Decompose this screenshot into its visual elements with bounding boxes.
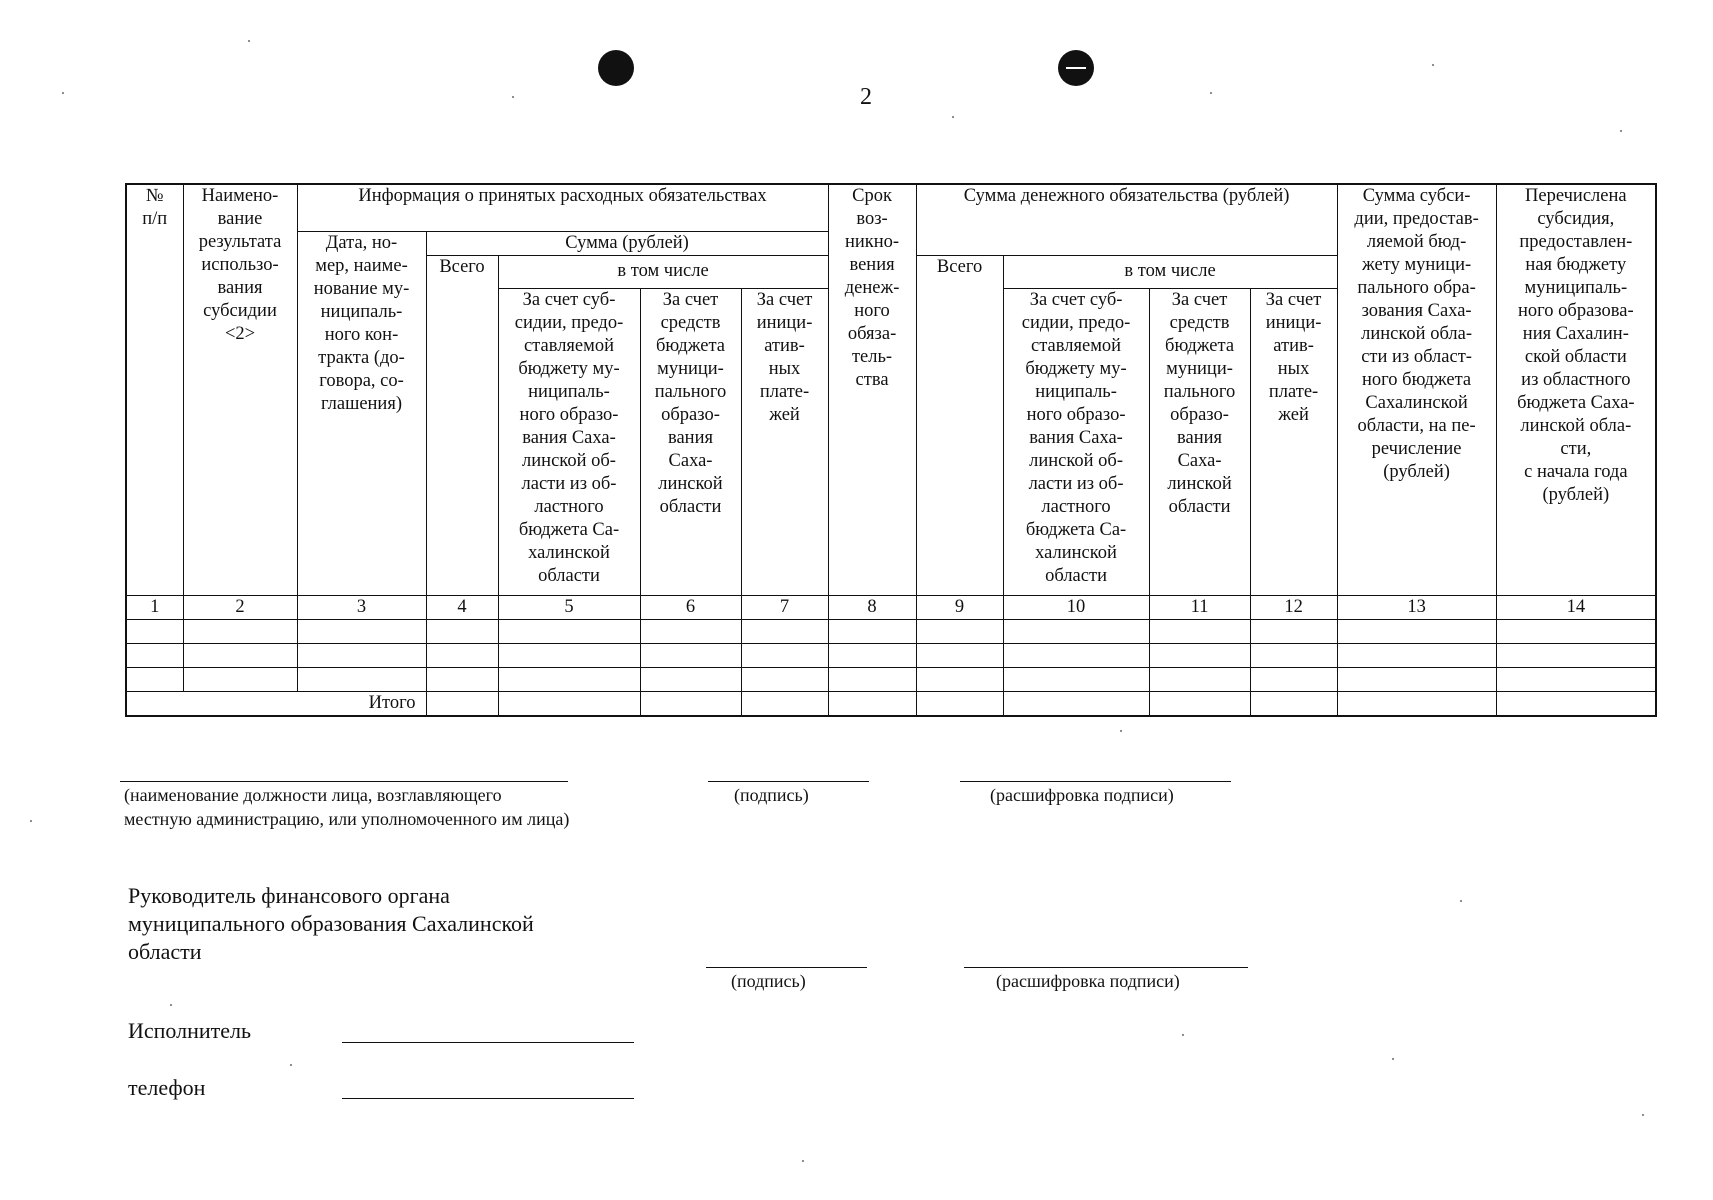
executor-label: Исполнитель (128, 1018, 252, 1043)
table-cell (741, 691, 828, 716)
column-number: 8 (828, 595, 916, 619)
punch-hole-mark (1058, 50, 1094, 86)
table-cell (498, 691, 640, 716)
signature-line (708, 781, 869, 782)
table-cell (1149, 643, 1250, 667)
scan-speck (30, 820, 32, 822)
header-municipal-b: За счет средств бюджета муници- пального образо- вания Саха- линской области (1149, 288, 1250, 595)
table-cell (916, 619, 1003, 643)
phone-label: телефон (128, 1075, 206, 1100)
column-number: 5 (498, 595, 640, 619)
position-caption: (наименование должности лица, возглавляющего местную администрацию, или уполномоченного им лица) (124, 785, 570, 829)
total-label: Итого (126, 691, 426, 716)
table-cell (426, 691, 498, 716)
total-row (126, 691, 1656, 716)
table-cell (1149, 667, 1250, 691)
table-cell (640, 691, 741, 716)
decoding-line (960, 781, 1231, 782)
header-transferred: Перечислена субсидия, предоставлен- ная бюджету муниципаль- ного образова- ния Сахалин- ской области из областного бюджета Саха- линской обла- сти, с начала года (рублей) (1496, 184, 1656, 595)
punch-hole-mark (598, 50, 634, 86)
header-subsidy-a: За счет суб- сидии, предо- ставляемой бюджету му- ниципаль- ного образо- вания Саха- линской об- ласти из об- ластного бюджета Са- халинской области (498, 288, 640, 595)
table-cell (1003, 667, 1149, 691)
table-cell (916, 691, 1003, 716)
signature-caption: (подпись) (734, 785, 809, 805)
table-cell (1250, 667, 1337, 691)
scan-speck (1432, 64, 1434, 66)
scan-speck (1620, 130, 1622, 132)
table-cell (297, 619, 426, 643)
table-cell (916, 667, 1003, 691)
column-number: 1 (126, 595, 183, 619)
page-number: 2 (860, 84, 872, 110)
table-cell (1337, 619, 1496, 643)
column-number: 2 (183, 595, 297, 619)
table-cell (1496, 643, 1656, 667)
column-number: 11 (1149, 595, 1250, 619)
column-number: 13 (1337, 595, 1496, 619)
table-cell (828, 691, 916, 716)
scan-speck (512, 96, 514, 98)
table-cell (828, 667, 916, 691)
header-row-1 (126, 184, 1656, 231)
table-cell (916, 643, 1003, 667)
table-cell (1496, 667, 1656, 691)
column-number: 6 (640, 595, 741, 619)
decoding-caption: (расшифровка подписи) (990, 785, 1174, 805)
table-cell (498, 667, 640, 691)
table-cell (498, 619, 640, 643)
table-cell (741, 643, 828, 667)
scan-speck (248, 40, 250, 42)
table-cell (741, 619, 828, 643)
executor-line (342, 1042, 634, 1043)
table-cell (183, 619, 297, 643)
column-number-row (126, 595, 1656, 619)
table-cell (1337, 643, 1496, 667)
scan-speck (952, 116, 954, 118)
header-contract: Дата, но- мер, наиме- нование му- ниципаль- ного кон- тракта (до- говора, со- глашения) (297, 231, 426, 595)
scan-speck (1392, 1058, 1394, 1060)
scan-speck (1182, 1034, 1184, 1036)
header-subsidy-b: За счет суб- сидии, предо- ставляемой бюджету му- ниципаль- ного образо- вания Саха- линской об- ласти из об- ластного бюджета Са- халинской области (1003, 288, 1149, 595)
table-cell (126, 619, 183, 643)
table-cell (498, 643, 640, 667)
table-cell (1250, 691, 1337, 716)
header-total-b: Всего (916, 255, 1003, 595)
scan-speck (1642, 1114, 1644, 1116)
table-cell (1149, 691, 1250, 716)
finance-head-title: Руководитель финансового органа муниципального образования Сахалинской области (128, 883, 534, 964)
header-num: № п/п (126, 184, 183, 595)
signature-caption: (подпись) (731, 971, 806, 991)
decoding-line (964, 967, 1248, 968)
scan-speck (1210, 92, 1212, 94)
header-info-group: Информация о принятых расходных обязательствах (297, 184, 828, 231)
signature-line (706, 967, 867, 968)
header-incl-a: в том числе (498, 255, 828, 288)
table-cell (828, 619, 916, 643)
table-cell (1337, 691, 1496, 716)
table-cell (126, 667, 183, 691)
table-row (126, 643, 1656, 667)
header-result-name: Наимено- вание результата использо- вания субсидии <2> (183, 184, 297, 595)
table-cell (1003, 619, 1149, 643)
scan-speck (802, 1160, 804, 1162)
header-sum-group: Сумма (рублей) (426, 231, 828, 255)
table-cell (1496, 619, 1656, 643)
table-row (126, 667, 1656, 691)
phone-line (342, 1098, 634, 1099)
table-cell (1496, 691, 1656, 716)
table-cell (640, 619, 741, 643)
column-number: 10 (1003, 595, 1149, 619)
scan-speck (1120, 730, 1122, 732)
column-number: 4 (426, 595, 498, 619)
table-cell (1003, 643, 1149, 667)
table-cell (640, 643, 741, 667)
header-total-a: Всего (426, 255, 498, 595)
column-number: 3 (297, 595, 426, 619)
header-term: Срок воз- никно- вения денеж- ного обяза- тель- ства (828, 184, 916, 595)
header-money-group: Сумма денежного обязательства (рублей) (916, 184, 1337, 255)
table-cell (1003, 691, 1149, 716)
column-number: 9 (916, 595, 1003, 619)
table-row (126, 619, 1656, 643)
report-table (125, 183, 1657, 717)
table-cell (1149, 619, 1250, 643)
column-number: 7 (741, 595, 828, 619)
header-initiative-a: За счет иници- атив- ных плате- жей (741, 288, 828, 595)
table-cell (828, 643, 916, 667)
header-municipal-a: За счет средств бюджета муници- пального образо- вания Саха- линской области (640, 288, 741, 595)
table-cell (741, 667, 828, 691)
column-number: 12 (1250, 595, 1337, 619)
scan-speck (290, 1064, 292, 1066)
table-cell (126, 643, 183, 667)
header-incl-b: в том числе (1003, 255, 1337, 288)
scan-speck (62, 92, 64, 94)
table-cell (1250, 619, 1337, 643)
position-line (120, 781, 568, 782)
table-cell (297, 643, 426, 667)
table-cell (640, 667, 741, 691)
table-cell (1337, 667, 1496, 691)
table-cell (426, 667, 498, 691)
decoding-caption: (расшифровка подписи) (996, 971, 1180, 991)
header-initiative-b: За счет иници- атив- ных плате- жей (1250, 288, 1337, 595)
table-cell (183, 643, 297, 667)
table-cell (1250, 643, 1337, 667)
scan-speck (1460, 900, 1462, 902)
scan-speck (170, 1004, 172, 1006)
table-cell (297, 667, 426, 691)
header-subsidy-amount: Сумма субси- дии, предостав- ляемой бюд- жету муници- пального обра- зования Саха- линской обла- сти из област- ного бюджета Сахалинской области, на пе- речисление (рублей) (1337, 184, 1496, 595)
column-number: 14 (1496, 595, 1656, 619)
table-cell (426, 619, 498, 643)
table-cell (183, 667, 297, 691)
table-cell (426, 643, 498, 667)
